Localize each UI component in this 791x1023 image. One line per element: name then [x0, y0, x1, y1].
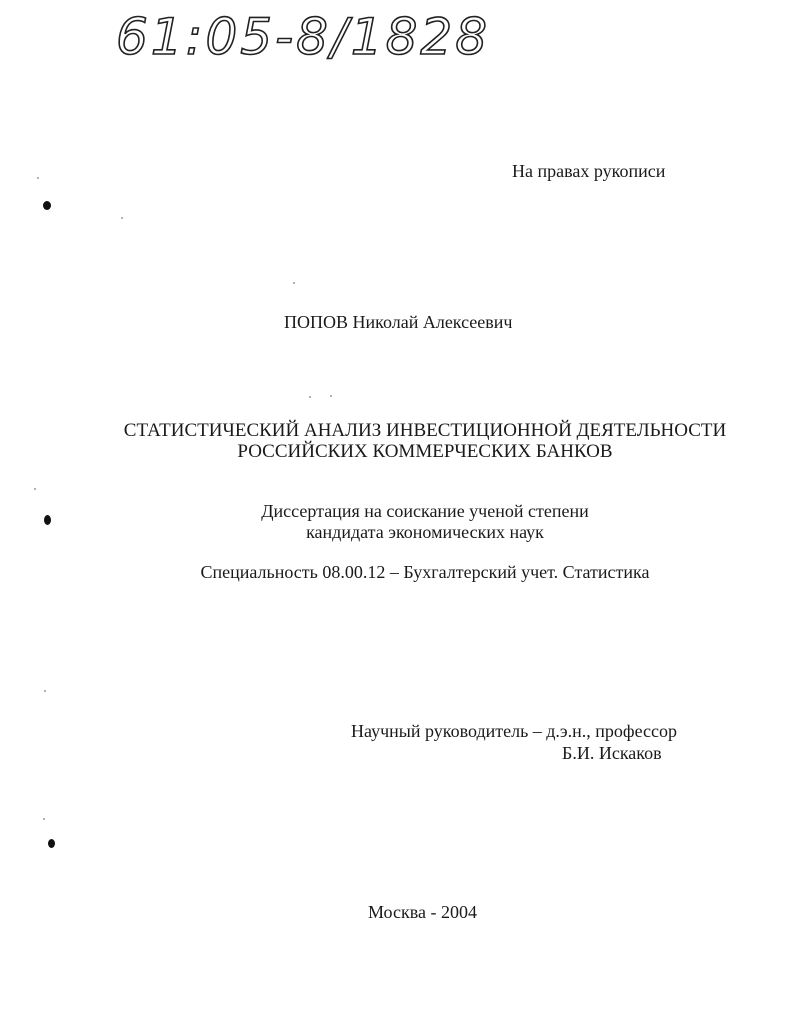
scan-speck — [34, 488, 36, 490]
scan-speck — [44, 690, 46, 692]
degree-line-1: Диссертация на соискание ученой степени — [261, 501, 589, 521]
supervisor-name: Б.И. Искаков — [562, 743, 662, 763]
dissertation-title-line-1: СТАТИСТИЧЕСКИЙ АНАЛИЗ ИНВЕСТИЦИОННОЙ ДЕЯТЕЛЬНОСТИ — [123, 420, 727, 441]
city-and-year: Москва - 2004 — [368, 902, 477, 922]
speciality-line: Специальность 08.00.12 – Бухгалтерский учет. Статистика — [200, 562, 650, 582]
scan-speck — [293, 282, 295, 284]
binding-mark-middle — [44, 515, 51, 525]
degree-line-2: кандидата экономических наук — [306, 522, 544, 542]
scan-speck — [37, 177, 39, 179]
scan-speck — [309, 396, 311, 398]
handwritten-archive-code — [112, 4, 542, 74]
scan-speck — [121, 217, 123, 219]
manuscript-rights-note: На правах рукописи — [512, 161, 666, 181]
supervisor-role: Научный руководитель – д.э.н., профессор — [351, 721, 678, 741]
dissertation-title-line-2: РОССИЙСКИХ КОММЕРЧЕСКИХ БАНКОВ — [237, 441, 613, 462]
scan-speck — [43, 818, 45, 820]
scan-speck — [330, 395, 332, 397]
binding-mark-bottom — [48, 839, 55, 848]
author-name: ПОПОВ Николай Алексеевич — [284, 312, 513, 332]
archive-code-text: 61:05-8/1828 — [116, 8, 491, 66]
binding-mark-top — [43, 201, 51, 210]
